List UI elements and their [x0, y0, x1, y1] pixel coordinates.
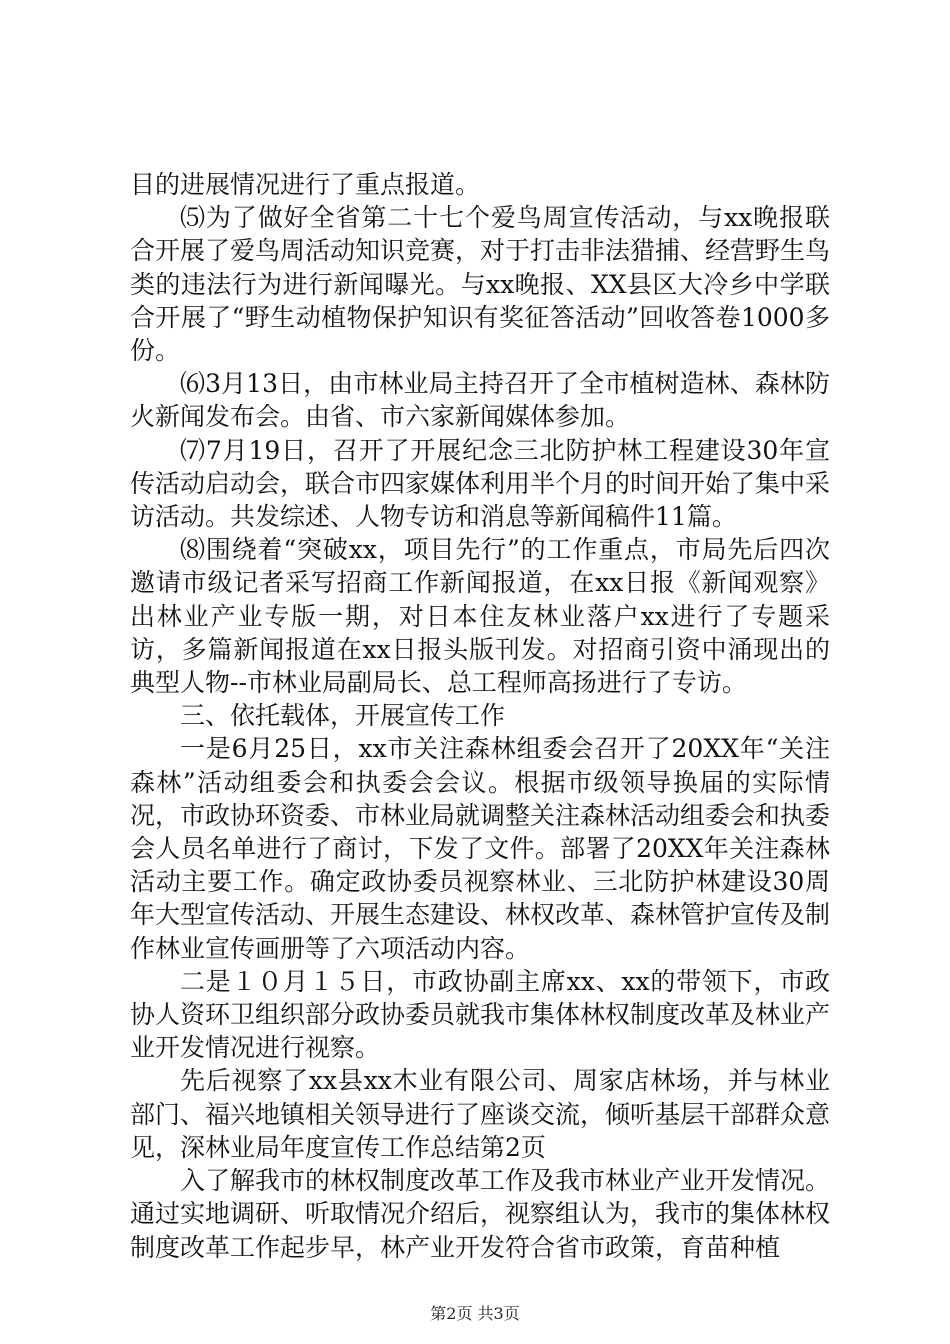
document-body — [130, 168, 830, 1264]
paragraph-8: 先后视察了xx县xx木业有限公司、周家店林场，并与林业部门、福兴地镇相关领导进行了座谈交流，倾听基层干部群众意见，深林业局年度宣传工作总结第2页 — [130, 1066, 831, 1162]
paragraph-3: ⑹3月13日，由市林业局主持召开了全市植树造林、森林防火新闻发布会。由省、市六家新闻媒体参加。 — [130, 369, 830, 432]
paragraph-4: ⑺7月19日，召开了开展纪念三北防护林工程建设30年宣传活动启动会，联合市四家媒体利用半个月的时间开始了集中采访活动。共发综述、人物专访和消息等新闻稿件11篇。 — [130, 435, 831, 532]
paragraph-1: 目的进展情况进行了重点报道。 — [130, 170, 481, 199]
paragraph-6: 一是6月25日，xx市关注森林组委会召开了20XX年“关注森林”活动组委会和执委会会议。根据市级领导换届的实际情况，市政协环资委、市林业局就调整关注森林活动组委会和执委会人员名单进行了商讨，下发了文件。部署了20XX年关注森林活动主要工作。确定政协委员视察林业、三北防护林建设30周年大型宣传活动、开展生态建设、林权改革、森林管护宣传及制作林业宣传画册等了六项活动内容。 — [130, 734, 831, 963]
page-footer: 第2页 共3页 — [430, 1304, 520, 1323]
paragraph-7: 二是１０月１５日，市政协副主席xx、xx的带领下，市政协人资环卫组织部分政协委员就我市集体林权制度改革及林业产业开发情况进行视察。 — [130, 966, 831, 1063]
paragraph-2: ⑸为了做好全省第二十七个爱鸟周宣传活动，与xx晚报联合开展了爱鸟周活动知识竞赛，对于打击非法猎捕、经营野生鸟类的违法行为进行新闻曝光。与xx晚报、XX县区大冷乡中学联合开展了“野生动植物保护知识有奖征答活动”回收答卷1000多份。 — [130, 203, 831, 366]
paragraph-9: 入了解我市的林权制度改革工作及我市林业产业开发情况。通过实地调研、听取情况介绍后，视察组认为，我市的集体林权制度改革工作起步早，林产业开发符合省市政策，育苗种植 — [130, 1166, 831, 1262]
section-heading: 三、依托载体，开展宣传工作 — [180, 701, 506, 731]
paragraph-5: ⑻围绕着“突破xx，项目先行”的工作重点，市局先后四次邀请市级记者采写招商工作新闻报道，在xx日报《新闻观察》出林业产业专版一期，对日本住友林业落户xx进行了专题采访，多篇新闻报道在xx日报头版刊发。对招商引资中涌现出的典型人物--市林业局副局长、总工程师高扬进行了专访。 — [130, 535, 830, 698]
